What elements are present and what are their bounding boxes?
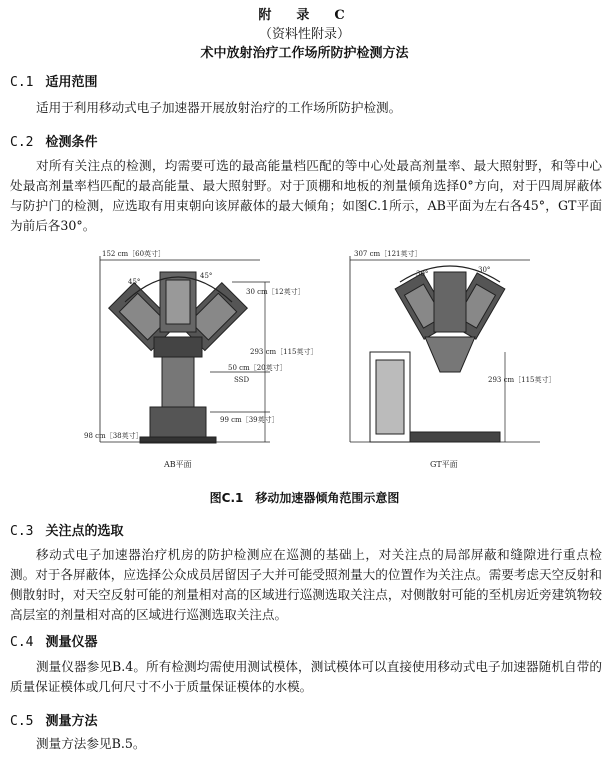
gt-plane-diagram: [350, 256, 540, 442]
ab-dim-50: 50 cm［20英寸］: [228, 364, 287, 372]
ab-plane-label: AB平面: [164, 460, 192, 469]
section-number: C.2: [10, 135, 34, 150]
ab-dim-30: 30 cm［12英寸］: [246, 288, 305, 296]
gt-angle-left: 30°: [416, 270, 429, 278]
section-title: 测量方法: [45, 714, 98, 729]
gt-plane-label: GT平面: [430, 460, 458, 469]
section-c1-heading: [10, 71, 98, 90]
figure-c1: [70, 242, 560, 474]
section-c5-text: 测量方法参见B.5。: [36, 736, 146, 751]
section-c4-heading: [10, 631, 98, 650]
gt-dim-top: 307 cm［121英寸］: [354, 250, 422, 258]
appendix-type: （资料性附录）: [258, 27, 350, 42]
section-title: 测量仪器: [45, 635, 98, 650]
ab-angle-right: 45°: [200, 272, 213, 280]
section-c1-text: 适用于利用移动式电子加速器开展放射治疗的工作场所防护检测。: [36, 100, 402, 115]
section-c3-heading: [10, 520, 124, 539]
figure-caption: 图C.1 移动加速器倾角范围示意图: [209, 491, 400, 505]
ab-dim-293: 293 cm［115英寸］: [250, 348, 318, 356]
ab-dim-top: 152 cm［60英寸］: [102, 250, 166, 258]
section-number: C.4: [10, 635, 34, 650]
ab-ssd: SSD: [234, 376, 250, 384]
section-number: C.5: [10, 714, 34, 729]
section-c2-text: 对所有关注点的检测，均需要可选的最高能量档匹配的等中心处最高剂量率、最大照射野，和等中心处最高剂量率档匹配的最高能量、最大照射野。对于顶棚和地板的剂量倾角选择0°方向，对于四周屏蔽体与防护门的检测，应选取有用束朝向该屏蔽体的最大倾角；如图C.1所示，AB平面为左右各45°，GT平面为前后各30°。: [10, 158, 602, 233]
gt-dim-293: 293 cm［115英寸］: [488, 376, 556, 384]
section-c2-heading: [10, 131, 98, 150]
section-c5-heading: [10, 710, 98, 729]
section-c3-text: 移动式电子加速器治疗机房的防护检测应在巡测的基础上，对关注点的局部屏蔽和缝隙进行重点检测。对于各屏蔽体，应选择公众成员居留因子大并可能受照剂量大的位置作为关注点。需要考虑天空反射和侧散射时，对天空反射可能的剂量相对高的区域进行巡测选取关注点，对侧散射可能的至机房近旁建筑物较高层室的剂量相对高的区域进行巡测选取关注点。: [10, 547, 602, 622]
section-number: C.3: [10, 524, 34, 539]
section-title: 适用范围: [45, 75, 98, 90]
document-title: 术中放射治疗工作场所防护检测方法: [200, 46, 409, 61]
section-c4-text: 测量仪器参见B.4。所有检测均需使用测试模体，测试模体可以直接使用移动式电子加速器随机自带的质量保证模体或几何尺寸不小于质量保证模体的水模。: [10, 659, 602, 694]
section-number: C.1: [10, 75, 34, 90]
section-title: 关注点的选取: [45, 524, 124, 539]
ab-angle-left: 45°: [128, 278, 141, 286]
ab-plane-diagram: [100, 256, 270, 443]
appendix-title: 附 录 C: [258, 8, 351, 23]
ab-dim-99: 99 cm［39英寸］: [220, 416, 279, 424]
section-title: 检测条件: [45, 135, 98, 150]
gt-angle-right: 30°: [478, 266, 491, 274]
ab-dim-98: 98 cm［38英寸］: [84, 432, 143, 440]
